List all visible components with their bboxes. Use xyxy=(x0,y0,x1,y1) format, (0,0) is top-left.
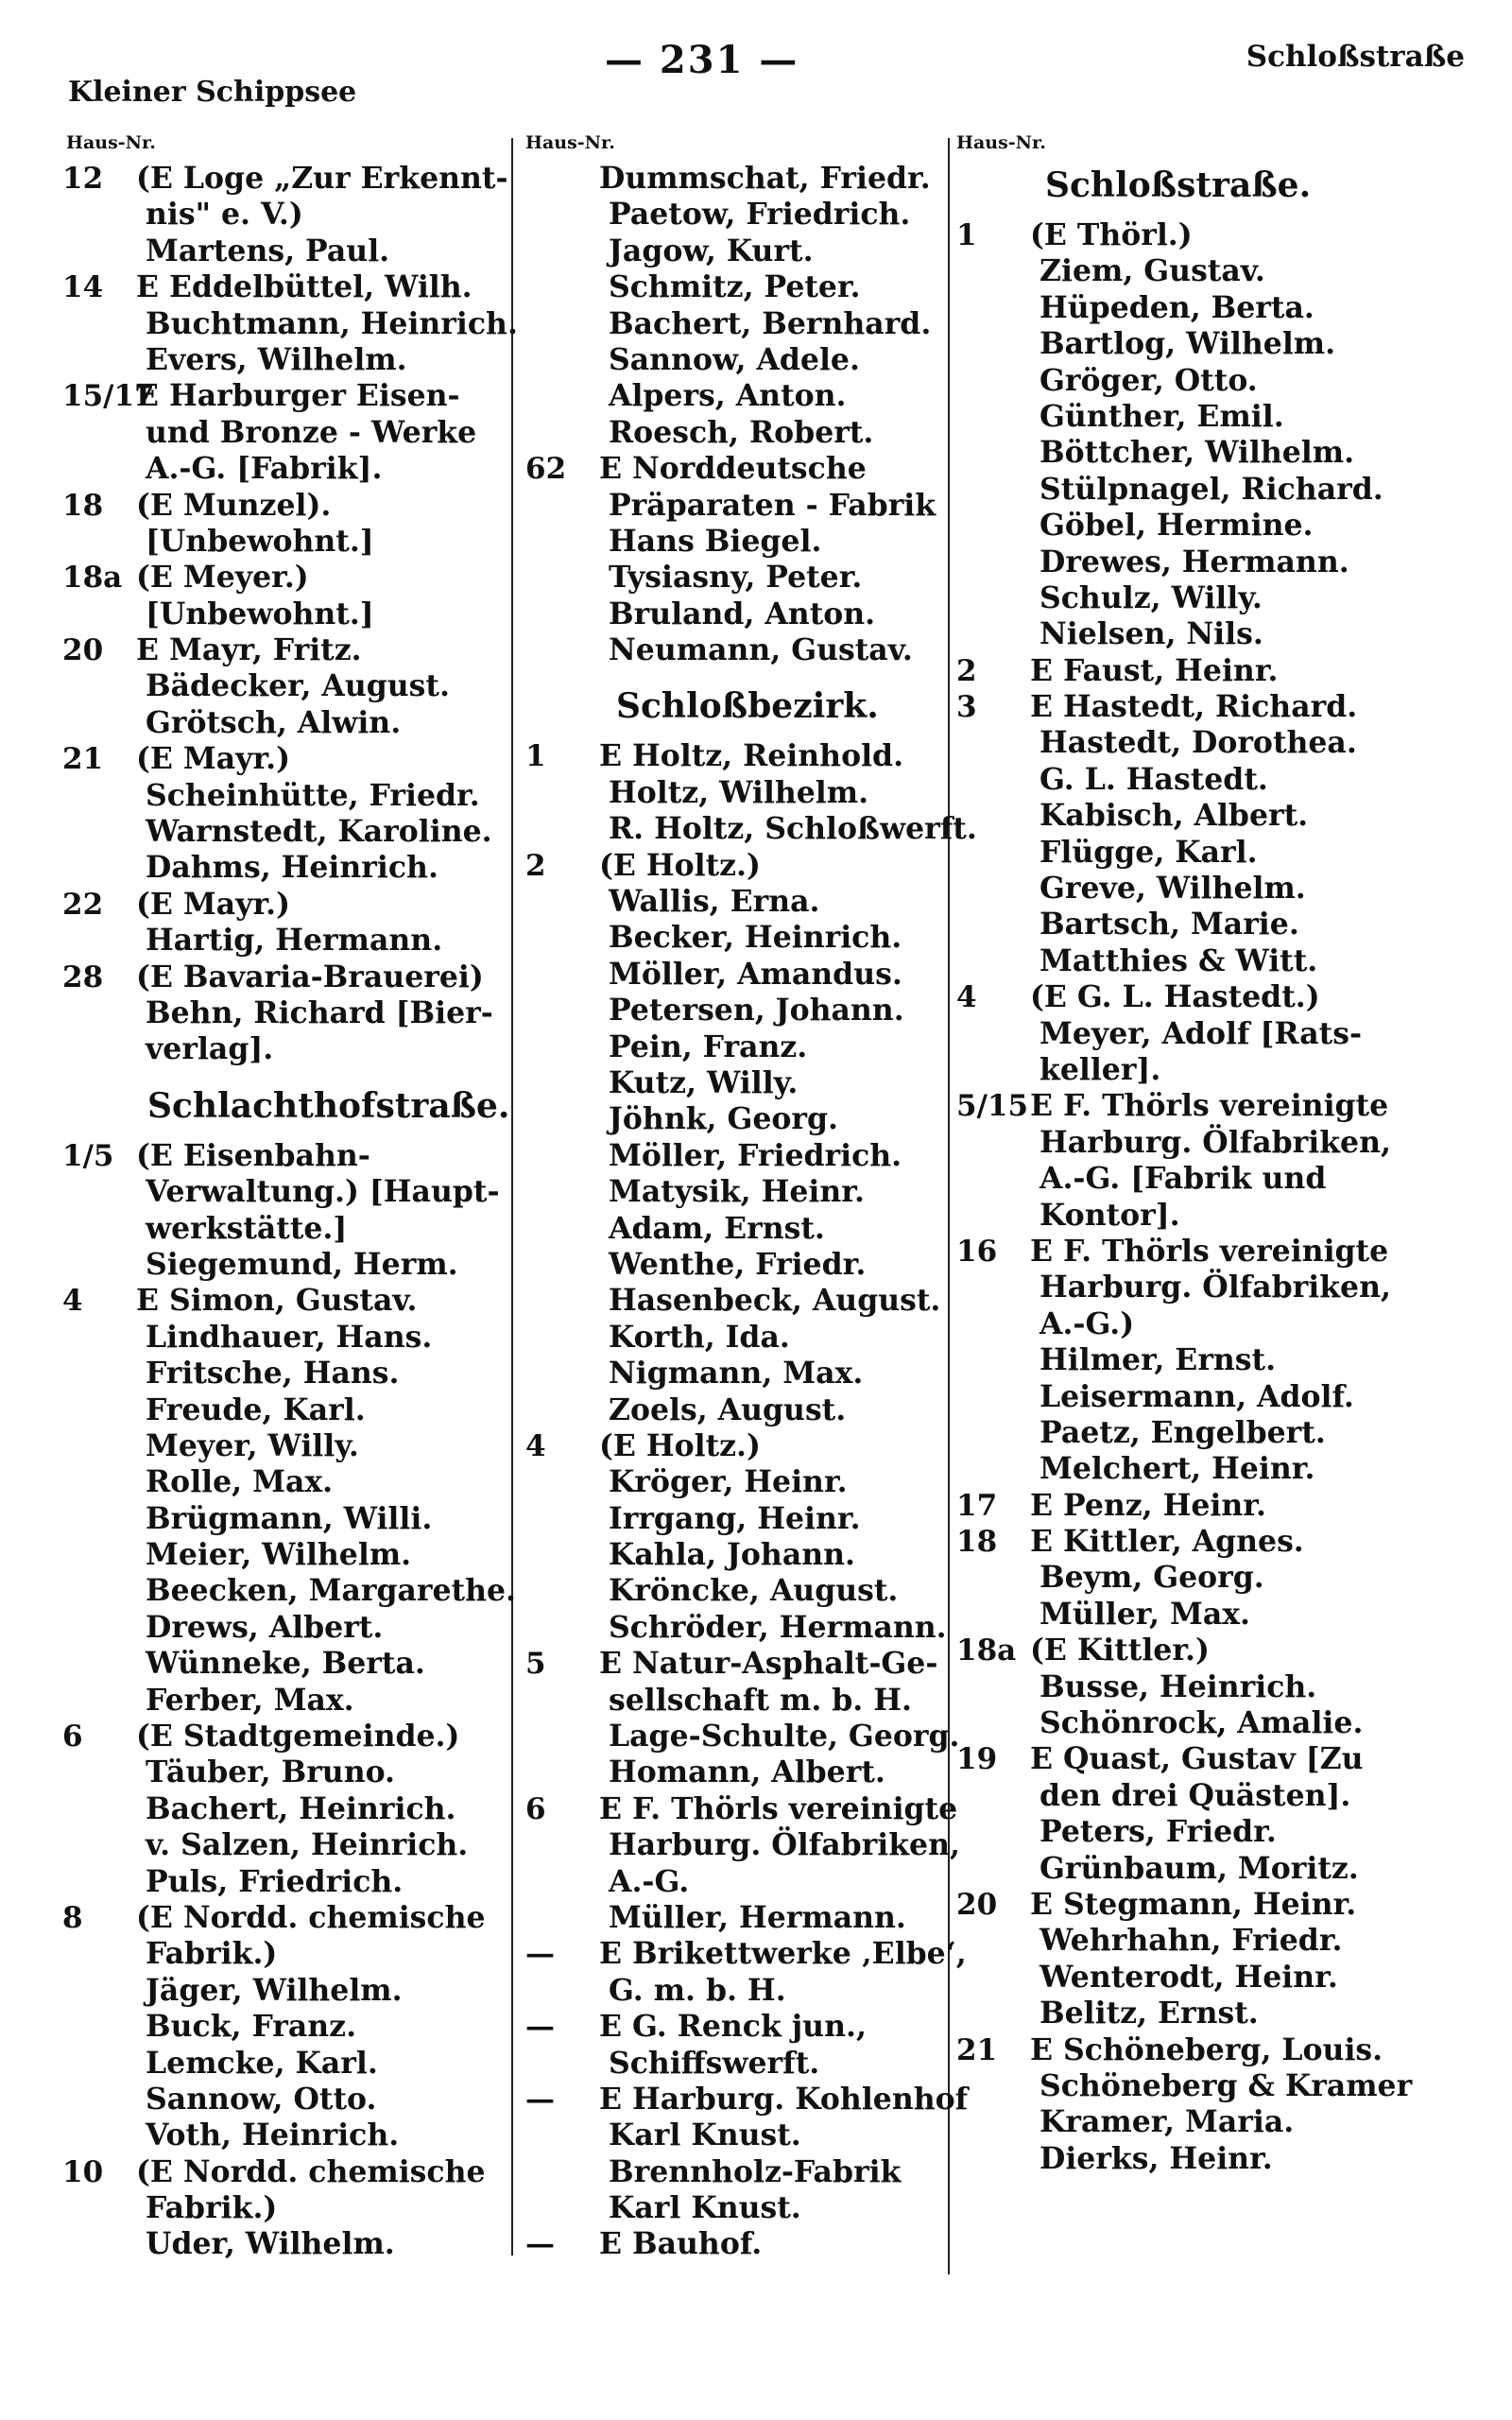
resident-line: G. L. Hastedt. xyxy=(1040,761,1268,797)
resident-line: E Penz, Heinr. xyxy=(1030,1487,1266,1523)
resident-line: Nigmann, Max. xyxy=(609,1356,864,1392)
resident-line: Beecken, Margarethe. xyxy=(146,1573,516,1609)
resident-line: Greve, Wilhelm. xyxy=(1040,871,1306,907)
resident-line: Becker, Heinrich. xyxy=(609,920,902,956)
resident-line: Scheinhütte, Friedr. xyxy=(146,777,480,813)
resident-line: Kramer, Maria. xyxy=(1040,2104,1295,2140)
resident-line: Jäger, Wilhelm. xyxy=(146,1972,403,2008)
house-number: 1/5 xyxy=(62,1138,114,1173)
address-entry xyxy=(62,2154,535,2263)
resident-line: E G. Renck jun., xyxy=(599,2009,867,2045)
resident-line: (E Loge „Zur Erkennt- xyxy=(136,161,508,196)
house-number: 6 xyxy=(62,1720,83,1754)
address-entry xyxy=(956,1524,1486,1633)
address-entry xyxy=(525,848,960,1428)
resident-line: Müller, Hermann. xyxy=(609,1899,906,1935)
address-entry xyxy=(62,488,535,561)
resident-line: Kabisch, Albert. xyxy=(1040,798,1309,834)
house-number: — xyxy=(525,2227,555,2262)
resident-line: keller]. xyxy=(1040,1052,1161,1087)
resident-line: Leisermann, Adolf. xyxy=(1040,1378,1354,1414)
address-entry xyxy=(62,560,535,632)
resident-line: E F. Thörls vereinigte xyxy=(1030,1233,1389,1269)
house-number: 18 xyxy=(62,488,104,523)
resident-line: Schröder, Hermann. xyxy=(609,1609,947,1645)
resident-line: Roesch, Robert. xyxy=(609,414,874,450)
resident-line: (E Nordd. chemische xyxy=(136,1899,486,1935)
resident-line: Schöneberg & Kramer xyxy=(1040,2067,1413,2103)
resident-line: Paetow, Friedrich. xyxy=(609,197,911,233)
resident-line: (E Mayr.) xyxy=(136,886,291,922)
house-number: 3 xyxy=(956,690,977,725)
resident-line: E F. Thörls vereinigte xyxy=(1030,1088,1389,1124)
resident-line: den drei Quästen]. xyxy=(1040,1777,1351,1813)
resident-line: Wünneke, Berta. xyxy=(146,1646,425,1682)
resident-line: Irrgang, Heinr. xyxy=(609,1500,861,1536)
resident-line: E Harburger Eisen- xyxy=(136,378,460,414)
resident-line: Möller, Friedrich. xyxy=(609,1137,902,1173)
resident-line: Kutz, Willy. xyxy=(609,1064,799,1100)
resident-line: E Brikettwerke ‚Elbe‘, xyxy=(599,1936,967,1972)
resident-line: E Mayr, Fritz. xyxy=(136,632,362,668)
address-entry xyxy=(956,1887,1486,2032)
resident-line: Dierks, Heinr. xyxy=(1040,2140,1273,2176)
resident-line: (E Mayr.) xyxy=(136,741,291,777)
house-number: 12 xyxy=(62,162,104,196)
resident-line: Adam, Ernst. xyxy=(609,1210,825,1246)
resident-line: Buck, Franz. xyxy=(146,2009,357,2045)
resident-line: Harburg. Ölfabriken, xyxy=(1040,1124,1391,1160)
address-entry xyxy=(956,1488,1486,1524)
resident-line: Hilmer, Ernst. xyxy=(1040,1342,1277,1378)
house-number: 21 xyxy=(62,742,104,777)
resident-line: [Unbewohnt.] xyxy=(146,523,374,559)
resident-line: (E Stadtgemeinde.) xyxy=(136,1719,460,1754)
address-entry xyxy=(525,451,960,668)
house-number: 20 xyxy=(62,633,104,668)
resident-line: Ziem, Gustav. xyxy=(1040,253,1265,289)
house-number: 18a xyxy=(956,1634,1017,1668)
address-entry xyxy=(525,1936,967,2009)
resident-line: (E Munzel). xyxy=(136,487,332,523)
resident-line: Petersen, Johann. xyxy=(609,993,904,1028)
house-number: 2 xyxy=(525,848,546,883)
resident-line: Wenthe, Friedr. xyxy=(609,1246,867,1282)
resident-line: Karl Knust. xyxy=(609,2190,801,2226)
resident-line: Evers, Wilhelm. xyxy=(146,341,407,377)
resident-line: Korth, Ida. xyxy=(609,1319,790,1355)
header-right-street: Schloßstraße xyxy=(1246,40,1465,74)
resident-line: Meier, Wilhelm. xyxy=(146,1537,412,1573)
resident-line: Busse, Heinrich. xyxy=(1040,1668,1317,1704)
resident-line: (E Eisenbahn- xyxy=(136,1137,370,1173)
resident-line: Wenterodt, Heinr. xyxy=(1040,1959,1338,1995)
resident-line: Wehrhahn, Friedr. xyxy=(1040,1923,1343,1959)
house-number: 4 xyxy=(956,980,977,1015)
resident-line: Fritsche, Hans. xyxy=(146,1356,400,1392)
street-heading: Schloßbezirk. xyxy=(616,686,879,727)
resident-line: Drewes, Hermann. xyxy=(1040,544,1349,579)
resident-line: Holtz, Wilhelm. xyxy=(609,774,869,810)
resident-line: A.-G.) xyxy=(1040,1305,1135,1341)
resident-line: (E Bavaria-Brauerei) xyxy=(136,959,484,994)
resident-line: Matthies & Witt. xyxy=(1040,942,1318,978)
house-number: 1 xyxy=(525,739,546,774)
resident-line: Lage-Schulte, Georg. xyxy=(609,1719,960,1754)
column-1 xyxy=(62,132,535,2263)
resident-line: (E Thörl.) xyxy=(1030,217,1193,252)
house-number: 62 xyxy=(525,452,567,487)
resident-line: (E Nordd. chemische xyxy=(136,2153,486,2189)
resident-line: E Faust, Heinr. xyxy=(1030,652,1279,688)
address-entry xyxy=(956,1088,1486,1234)
resident-line: Möller, Amandus. xyxy=(609,956,902,992)
resident-line: E Harburg. Kohlenhof xyxy=(599,2081,969,2117)
address-entry xyxy=(525,2009,960,2082)
address-entry xyxy=(62,378,535,487)
resident-line: und Bronze - Werke xyxy=(146,414,477,450)
resident-line: E Norddeutsche xyxy=(599,451,867,487)
address-entry xyxy=(62,1283,535,1719)
house-number: 22 xyxy=(62,887,104,922)
resident-line: nis" e. V.) xyxy=(146,197,303,233)
resident-line: Sannow, Otto. xyxy=(146,2081,377,2117)
house-number: 5/15 xyxy=(956,1089,1029,1124)
resident-line: Kröger, Heinr. xyxy=(609,1464,848,1500)
resident-line: Grünbaum, Moritz. xyxy=(1040,1850,1359,1886)
resident-line: Günther, Emil. xyxy=(1040,398,1284,434)
resident-line: (E Meyer.) xyxy=(136,560,309,596)
house-number: 4 xyxy=(62,1284,83,1319)
resident-line: Ferber, Max. xyxy=(146,1682,354,1718)
resident-line: Behn, Richard [Bier- xyxy=(146,994,493,1030)
resident-line: Bruland, Anton. xyxy=(609,596,876,631)
resident-line: Fabrik.) xyxy=(146,1936,278,1972)
resident-line: Bachert, Bernhard. xyxy=(609,305,932,341)
house-number: 14 xyxy=(62,270,104,305)
resident-line: Zoels, August. xyxy=(609,1392,847,1427)
house-number: 16 xyxy=(956,1234,998,1269)
resident-line: Dummschat, Friedr. xyxy=(599,161,931,196)
resident-line: Beym, Georg. xyxy=(1040,1560,1264,1596)
resident-line: E Kittler, Agnes. xyxy=(1030,1524,1304,1560)
house-number: 21 xyxy=(956,2032,998,2067)
resident-line: Belitz, Ernst. xyxy=(1040,1996,1259,2031)
address-entry xyxy=(956,1234,1486,1488)
resident-line: Meyer, Adolf [Rats- xyxy=(1040,1015,1363,1051)
resident-line: Bachert, Heinrich. xyxy=(146,1790,456,1826)
address-entry xyxy=(62,1900,535,2154)
street-heading: Schloßstraße. xyxy=(1045,165,1312,205)
house-number: 2 xyxy=(956,653,977,688)
resident-line: Meyer, Willy. xyxy=(146,1427,359,1463)
address-entry xyxy=(956,653,1486,689)
resident-line: Paetz, Engelbert. xyxy=(1040,1414,1326,1450)
address-entry xyxy=(525,1428,960,1646)
resident-line: Schiffswerft. xyxy=(609,2045,820,2081)
house-number: — xyxy=(525,2010,555,2045)
resident-line: Präparaten - Fabrik xyxy=(609,487,936,523)
resident-line: Buchtmann, Heinrich. xyxy=(146,305,518,341)
address-entry xyxy=(62,741,535,887)
resident-line: Drews, Albert. xyxy=(146,1609,384,1645)
resident-line: Warnstedt, Karoline. xyxy=(146,814,492,850)
resident-line: Karl Knust. xyxy=(609,2118,801,2153)
resident-line: E Natur-Asphalt-Ge- xyxy=(599,1646,938,1682)
resident-line: E F. Thörls vereinigte xyxy=(599,1790,958,1826)
resident-line: E Hastedt, Richard. xyxy=(1030,689,1358,725)
resident-line: A.-G. [Fabrik und xyxy=(1040,1161,1327,1197)
resident-line: Schmitz, Peter. xyxy=(609,269,861,305)
house-number: 18 xyxy=(956,1525,998,1560)
resident-line: Böttcher, Wilhelm. xyxy=(1040,435,1355,471)
resident-line: Neumann, Gustav. xyxy=(609,632,913,668)
address-entry xyxy=(956,217,1486,653)
resident-line: (E Holtz.) xyxy=(599,847,761,883)
address-entry xyxy=(525,738,977,847)
house-number: 28 xyxy=(62,959,104,994)
resident-line: Müller, Max. xyxy=(1040,1596,1251,1632)
resident-line: Kontor]. xyxy=(1040,1197,1180,1233)
resident-line: Melchert, Heinr. xyxy=(1040,1451,1315,1487)
resident-line: Hasenbeck, August. xyxy=(609,1283,941,1319)
resident-line: Matysik, Heinr. xyxy=(609,1174,865,1210)
resident-line: Hastedt, Dorothea. xyxy=(1040,725,1357,761)
resident-line: Pein, Franz. xyxy=(609,1028,808,1064)
house-number: 15/17 xyxy=(62,379,155,414)
resident-line: Brennholz-Fabrik xyxy=(609,2153,902,2189)
address-entry xyxy=(956,689,1486,979)
resident-line: Göbel, Hermine. xyxy=(1040,508,1314,544)
resident-line: Jöhnk, Georg. xyxy=(609,1101,839,1137)
resident-line: Alpers, Anton. xyxy=(609,378,847,414)
house-number: — xyxy=(525,2082,555,2117)
address-entry xyxy=(525,1646,960,1791)
address-entry xyxy=(62,1719,535,1900)
resident-line: E Simon, Gustav. xyxy=(136,1283,418,1319)
address-entry xyxy=(956,1633,1486,1741)
house-number: 17 xyxy=(956,1488,998,1523)
address-entry xyxy=(62,632,535,741)
resident-line: Martens, Paul. xyxy=(146,233,390,268)
resident-line: Hartig, Hermann. xyxy=(146,923,443,959)
street-heading: Schlachthofstraße. xyxy=(147,1085,510,1126)
address-entry xyxy=(525,1791,960,1937)
resident-line: Rolle, Max. xyxy=(146,1464,334,1500)
address-entry xyxy=(62,269,535,378)
address-entry xyxy=(956,979,1486,1088)
resident-line: Nielsen, Nils. xyxy=(1040,616,1263,652)
header-left-street: Kleiner Schippsee xyxy=(68,76,357,109)
resident-line: Fabrik.) xyxy=(146,2190,278,2226)
address-entry xyxy=(62,887,535,959)
address-entry xyxy=(525,2081,969,2227)
resident-line: sellschaft m. b. H. xyxy=(609,1682,912,1718)
resident-line: E Bauhof. xyxy=(599,2226,763,2262)
house-number: 4 xyxy=(525,1428,546,1463)
resident-line: Verwaltung.) [Haupt- xyxy=(146,1174,500,1210)
resident-line: Homann, Albert. xyxy=(609,1754,885,1790)
house-number: 5 xyxy=(525,1647,546,1682)
house-number-label: Haus-Nr. xyxy=(525,132,615,153)
resident-line: Uder, Wilhelm. xyxy=(146,2226,395,2262)
resident-line: Sannow, Adele. xyxy=(609,341,860,377)
resident-line: Harburg. Ölfabriken, xyxy=(609,1827,960,1863)
house-number: 18a xyxy=(62,561,123,596)
resident-line: (E Kittler.) xyxy=(1030,1633,1210,1668)
resident-line: verlag]. xyxy=(146,1031,274,1067)
house-number: 19 xyxy=(956,1742,998,1777)
resident-line: Peters, Friedr. xyxy=(1040,1814,1277,1850)
resident-line: Siegemund, Herm. xyxy=(146,1246,458,1282)
resident-line: [Unbewohnt.] xyxy=(146,596,374,631)
resident-line: A.-G. xyxy=(609,1863,690,1899)
resident-line: Kahla, Johann. xyxy=(609,1537,855,1573)
resident-line: Stülpnagel, Richard. xyxy=(1040,471,1383,507)
address-entry xyxy=(62,959,535,1068)
address-entry xyxy=(62,161,535,269)
resident-line: Voth, Heinrich. xyxy=(146,2118,400,2153)
resident-line: Bädecker, August. xyxy=(146,668,450,704)
resident-line: Hüpeden, Berta. xyxy=(1040,289,1314,325)
resident-line: Lemcke, Karl. xyxy=(146,2045,378,2081)
resident-line: A.-G. [Fabrik]. xyxy=(146,451,383,487)
column-3 xyxy=(956,132,1486,2177)
resident-line: (E G. L. Hastedt.) xyxy=(1030,979,1320,1015)
house-number: 8 xyxy=(62,1900,83,1935)
resident-line: E Quast, Gustav [Zu xyxy=(1030,1741,1364,1777)
resident-line: R. Holtz, Schloßwerft. xyxy=(609,811,977,847)
resident-line: Freude, Karl. xyxy=(146,1392,366,1427)
resident-line: E Eddelbüttel, Wilh. xyxy=(136,269,472,305)
resident-line: Kröncke, August. xyxy=(609,1573,899,1609)
resident-line: Täuber, Bruno. xyxy=(146,1754,396,1790)
resident-line: Dahms, Heinrich. xyxy=(146,850,438,886)
resident-line: v. Salzen, Heinrich. xyxy=(146,1827,469,1863)
house-number: 20 xyxy=(956,1888,998,1922)
resident-line: E Stegmann, Heinr. xyxy=(1030,1887,1357,1922)
resident-line: werkstätte.] xyxy=(146,1210,348,1246)
resident-line: Tysiasny, Peter. xyxy=(609,560,863,596)
resident-line: Wallis, Erna. xyxy=(609,884,820,920)
resident-line: Lindhauer, Hans. xyxy=(146,1319,433,1355)
resident-line: Schönrock, Amalie. xyxy=(1040,1705,1364,1741)
address-entry xyxy=(62,1138,535,1284)
resident-line: Harburg. Ölfabriken, xyxy=(1040,1270,1391,1305)
house-number: — xyxy=(525,1937,555,1972)
resident-line: (E Holtz.) xyxy=(599,1427,761,1463)
resident-line: Bartlog, Wilhelm. xyxy=(1040,326,1336,362)
resident-line: Bartsch, Marie. xyxy=(1040,907,1299,942)
address-entry xyxy=(525,161,960,451)
resident-line: E Holtz, Reinhold. xyxy=(599,738,904,774)
house-number: 1 xyxy=(956,218,977,252)
resident-line: Gröger, Otto. xyxy=(1040,362,1258,398)
address-entry xyxy=(956,1741,1486,1887)
resident-line: Grötsch, Alwin. xyxy=(146,704,402,740)
resident-line: G. m. b. H. xyxy=(609,1972,786,2008)
resident-line: Flügge, Karl. xyxy=(1040,834,1258,870)
address-entry xyxy=(956,2032,1486,2178)
house-number: 6 xyxy=(525,1791,546,1826)
resident-line: Schulz, Willy. xyxy=(1040,579,1263,615)
house-number: 10 xyxy=(62,2154,104,2189)
address-entry xyxy=(525,2226,960,2262)
resident-line: Brügmann, Willi. xyxy=(146,1500,433,1536)
resident-line: Hans Biegel. xyxy=(609,523,822,559)
page-number: — 231 — xyxy=(605,38,799,82)
house-number-label: Haus-Nr. xyxy=(956,132,1046,153)
house-number-label: Haus-Nr. xyxy=(66,132,156,153)
resident-line: E Schöneberg, Louis. xyxy=(1030,2031,1383,2067)
resident-line: Jagow, Kurt. xyxy=(609,233,814,268)
resident-line: Puls, Friedrich. xyxy=(146,1863,404,1899)
